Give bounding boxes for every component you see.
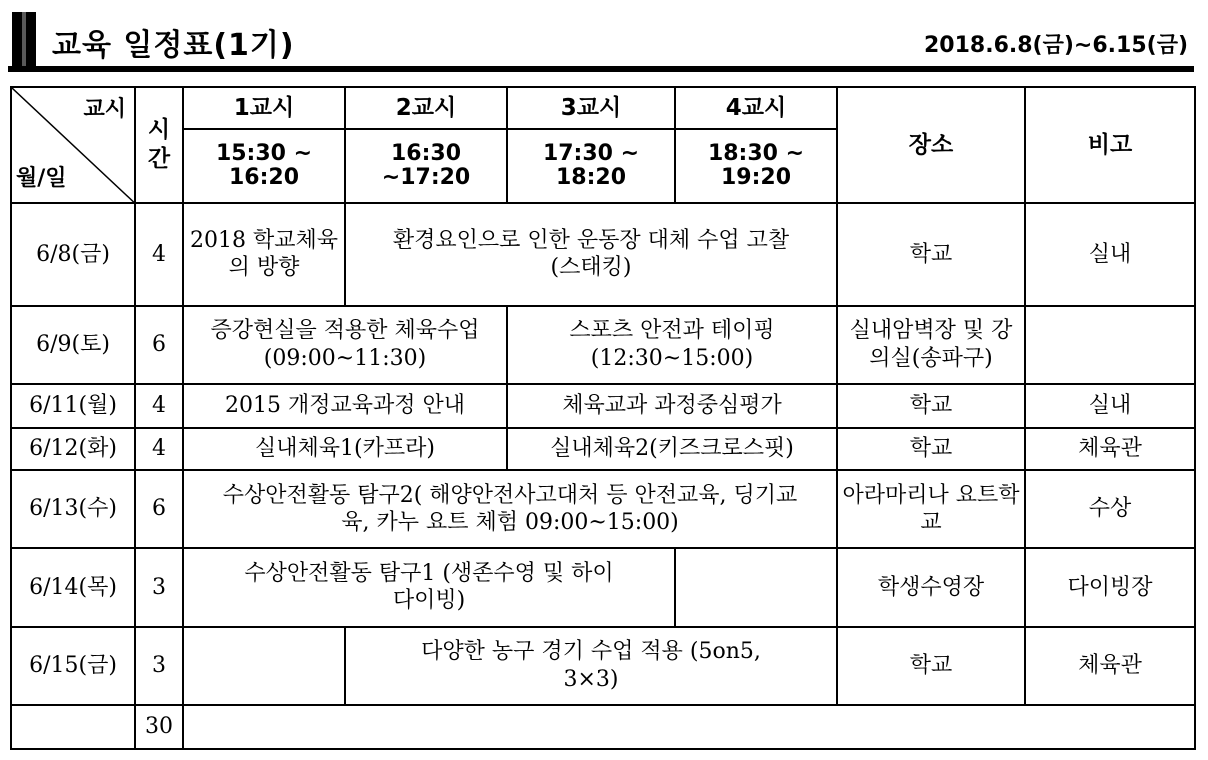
row-hours: 6 — [135, 306, 183, 384]
row-place: 실내암벽장 및 강의실(송파구) — [837, 306, 1025, 384]
row-hours: 3 — [135, 627, 183, 705]
table-row — [11, 470, 1195, 548]
corner-label-date: 월/일 — [16, 165, 67, 191]
row-place: 학교 — [837, 428, 1025, 470]
schedule-table — [10, 86, 1196, 750]
corner-cell — [11, 87, 135, 203]
header — [8, 8, 1200, 68]
row-note — [1025, 306, 1195, 384]
session-cell: 다양한 농구 경기 수업 적용 (5on5, 3×3) — [345, 627, 837, 705]
session-cell: 실내체육1(카프라) — [183, 428, 507, 470]
period-3-label: 3교시 — [507, 87, 675, 129]
session-cell — [183, 627, 345, 705]
row-note: 실내 — [1025, 203, 1195, 305]
table-row — [11, 203, 1195, 305]
row-hours: 4 — [135, 428, 183, 470]
session-cell: 증강현실을 적용한 체육수업(09:00~11:30) — [183, 306, 507, 384]
row-date: 6/8(금) — [11, 203, 135, 305]
row-hours: 4 — [135, 384, 183, 428]
row-note: 체육관 — [1025, 627, 1195, 705]
row-note: 수상 — [1025, 470, 1195, 548]
row-note: 실내 — [1025, 384, 1195, 428]
table-row — [11, 548, 1195, 626]
row-place: 학교 — [837, 627, 1025, 705]
table-row — [11, 306, 1195, 384]
total-rest — [183, 705, 1195, 749]
session-cell: 수상안전활동 탐구2( 해양안전사고대처 등 안전교육, 딩기교육, 카누 요트 체험 09:00~15:00) — [183, 470, 837, 548]
row-place: 학교 — [837, 203, 1025, 305]
period-4-time: 18:30 ~ 19:20 — [675, 129, 837, 203]
page-title: 교육 일정표(1기) — [52, 28, 295, 63]
row-note: 체육관 — [1025, 428, 1195, 470]
period-1-time: 15:30 ~ 16:20 — [183, 129, 345, 203]
table-row — [11, 627, 1195, 705]
period-2-label: 2교시 — [345, 87, 507, 129]
title-marker-icon — [12, 12, 36, 68]
note-header: 비고 — [1025, 87, 1195, 203]
session-cell: 환경요인으로 인한 운동장 대체 수업 고찰(스태킹) — [345, 203, 837, 305]
period-4-label: 4교시 — [675, 87, 837, 129]
period-2-time: 16:30 ~17:20 — [345, 129, 507, 203]
total-label — [11, 705, 135, 749]
row-date: 6/12(화) — [11, 428, 135, 470]
session-cell: 수상안전활동 탐구1 (생존수영 및 하이다이빙) — [183, 548, 675, 626]
row-place: 학생수영장 — [837, 548, 1025, 626]
row-place: 아라마리나 요트학교 — [837, 470, 1025, 548]
hours-header: 시간 — [135, 87, 183, 203]
session-cell: 실내체육2(키즈크로스핏) — [507, 428, 837, 470]
row-date: 6/14(목) — [11, 548, 135, 626]
session-cell: 2015 개정교육과정 안내 — [183, 384, 507, 428]
session-cell — [675, 548, 837, 626]
place-header: 장소 — [837, 87, 1025, 203]
date-range: 2018.6.8(금)~6.15(금) — [924, 33, 1188, 58]
session-cell: 2018 학교체육의 방향 — [183, 203, 345, 305]
row-hours: 6 — [135, 470, 183, 548]
row-date: 6/15(금) — [11, 627, 135, 705]
corner-label-period: 교시 — [83, 97, 126, 122]
period-1-label: 1교시 — [183, 87, 345, 129]
total-hours: 30 — [135, 705, 183, 749]
row-date: 6/9(토) — [11, 306, 135, 384]
session-cell: 체육교과 과정중심평가 — [507, 384, 837, 428]
row-date: 6/11(월) — [11, 384, 135, 428]
row-note: 다이빙장 — [1025, 548, 1195, 626]
period-3-time: 17:30 ~ 18:20 — [507, 129, 675, 203]
row-hours: 3 — [135, 548, 183, 626]
header-divider — [8, 66, 1194, 72]
table-row — [11, 384, 1195, 428]
session-cell: 스포츠 안전과 테이핑 (12:30~15:00) — [507, 306, 837, 384]
total-row — [11, 705, 1195, 749]
table-row — [11, 428, 1195, 470]
row-date: 6/13(수) — [11, 470, 135, 548]
row-place: 학교 — [837, 384, 1025, 428]
row-hours: 4 — [135, 203, 183, 305]
header-row-periods — [11, 87, 1195, 129]
